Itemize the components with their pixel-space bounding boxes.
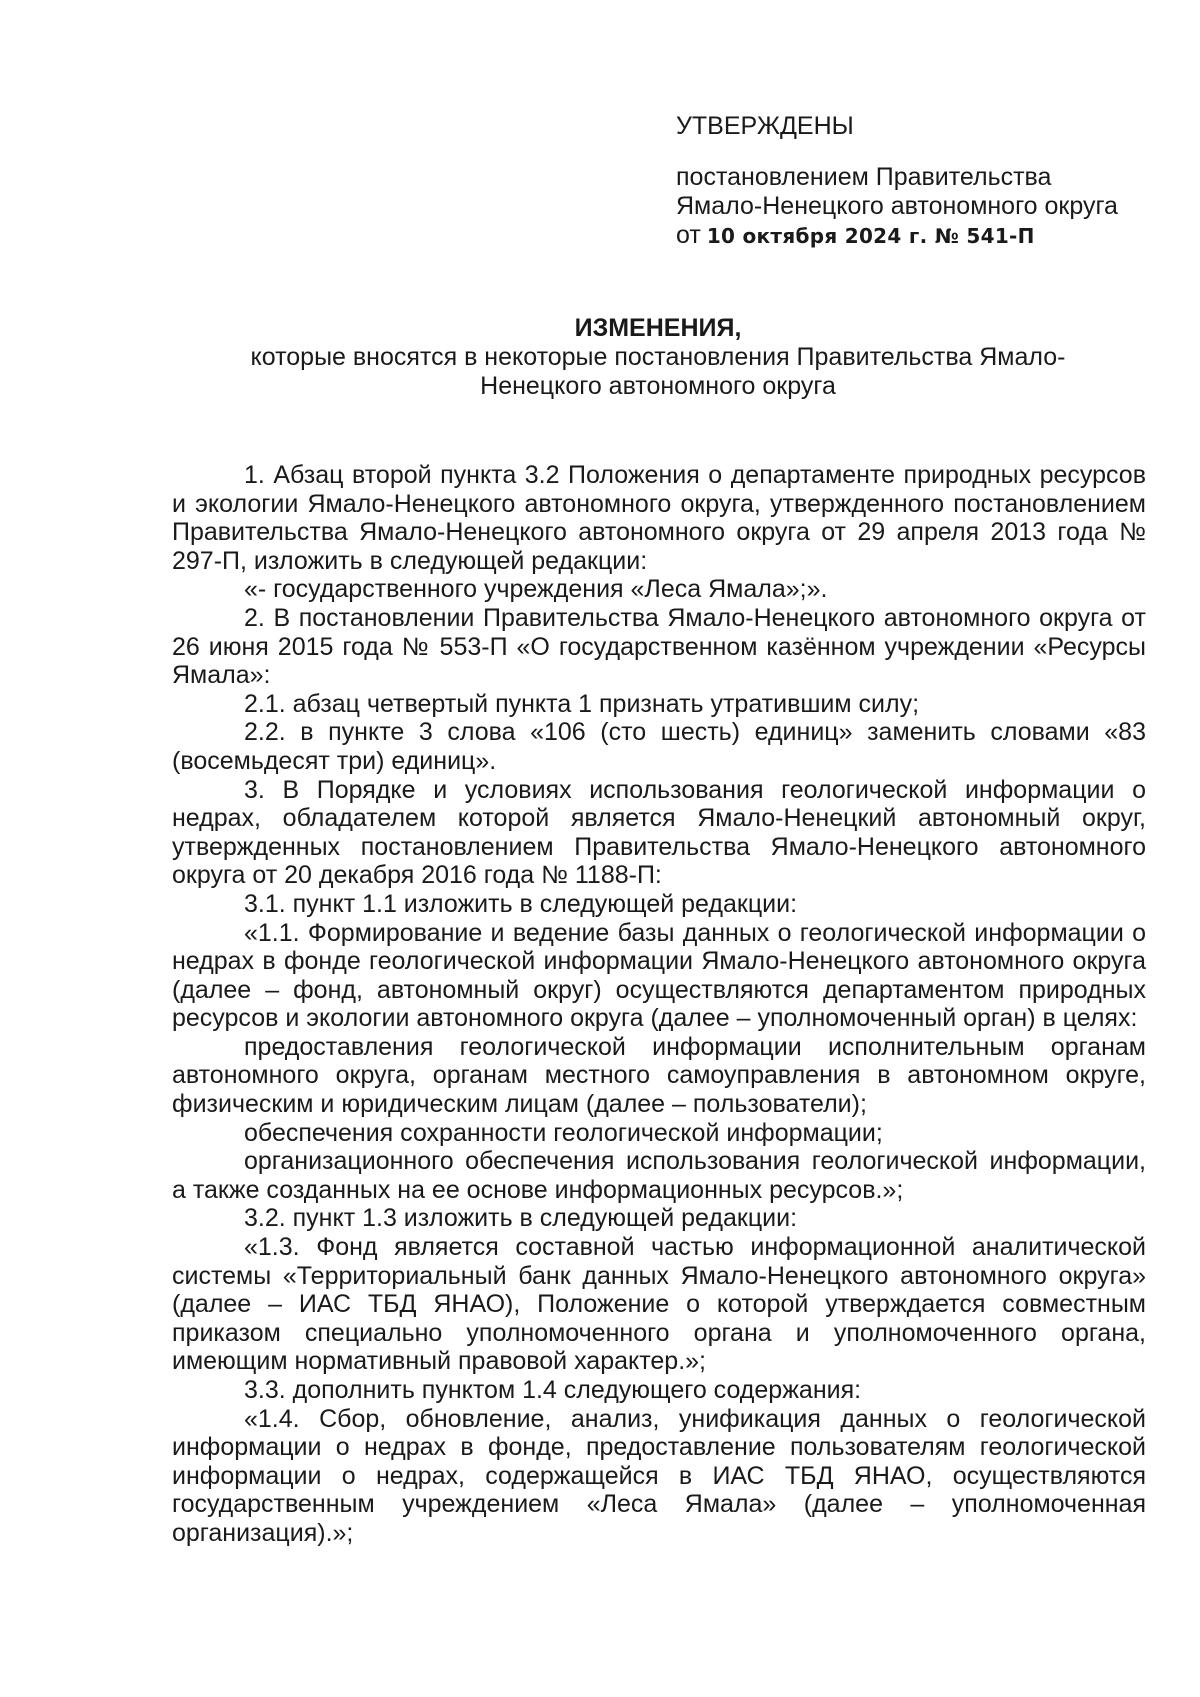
approval-date-line: [676, 221, 1156, 251]
paragraph-3-1-item-c: организационного обеспечения использования геологической информации, а также созданных на ее основе информационных ресурсов.»;: [172, 1147, 1146, 1204]
paragraph-3-3-quote: «1.4. Сбор, обновление, анализ, унификация данных о геологической информации о недрах в фонде, предоставление пользователям геологической информации о недрах, содержащейся в ИАС ТБД ЯНАО, осуществляются государственным учреждением «Леса Ямала» (далее – уполномоченная организация).»;: [172, 1404, 1146, 1547]
document-body: [172, 461, 1146, 1548]
document-subtitle: которые вносятся в некоторые постановления Правительства Ямало-Ненецкого автономного округа: [250, 343, 1066, 400]
paragraph-1-quote: «- государственного учреждения «Леса Ямала»;».: [244, 575, 828, 604]
paragraph-3-2-quote: «1.3. Фонд является составной частью информационной аналитической системы «Территориальный банк данных Ямало-Ненецкого автономного округа» (далее – ИАС ТБД ЯНАО), Положение о которой утверждается совместным приказом специально уполномоченного органа и уполномоченного органа, имеющим нормативный правовой характер.»;: [172, 1233, 1146, 1376]
approval-date-value: 10 октября 2024 г. № 541-П: [706, 224, 1035, 248]
paragraph-2: 2. В постановлении Правительства Ямало-Ненецкого автономного округа от 26 июня 2015 года № 553-П «О государственном казённом учреждении «Ресурсы Ямала»:: [172, 603, 1146, 690]
paragraph-2-1: 2.1. абзац четвертый пункта 1 признать утратившим силу;: [244, 689, 920, 718]
paragraph-3-1: 3.1. пункт 1.1 изложить в следующей редакции:: [244, 889, 798, 918]
paragraph-2-2: 2.2. в пункте 3 слова «106 (сто шесть) единиц» заменить словами «83 (восемьдесят три) единиц».: [172, 718, 1146, 775]
paragraph-3: 3. В Порядке и условиях использования геологической информации о недрах, обладателем которой является Ямало-Ненецкий автономный округ, утвержденных постановлением Правительства Ямало-Ненецкого автономного округа от 20 декабря 2016 года № 1188-П:: [172, 775, 1146, 890]
approval-line-2: Ямало-Ненецкого автономного округа: [676, 192, 1118, 220]
paragraph-3-1-item-b: обеспечения сохранности геологической информации;: [244, 1118, 883, 1147]
approved-word: УТВЕРЖДЕНЫ: [676, 112, 854, 140]
document-title: ИЗМЕНЕНИЯ,: [574, 314, 742, 342]
paragraph-3-1-quote: «1.1. Формирование и ведение базы данных о геологической информации о недрах в фонде геологической информации Ямало-Ненецкого автономного округа (далее – фонд, автономный округ) осуществляются департаментом природных ресурсов и экологии автономного округа (далее – уполномоченный орган) в целях:: [172, 918, 1146, 1033]
approval-date-prefix: от: [676, 221, 701, 249]
paragraph-1: 1. Абзац второй пункта 3.2 Положения о департаменте природных ресурсов и экологии Ямало-Ненецкого автономного округа, утвержденного постановлением Правительства Ямало-Ненецкого автономного округа от 29 апреля 2013 года № 297-П, изложить в следующей редакции:: [172, 461, 1146, 575]
approval-line-1: постановлением Правительства: [676, 163, 1052, 191]
paragraph-3-1-item-a: предоставления геологической информации исполнительным органам автономного округа, органам местного самоуправления в автономном округе, физическим и юридическим лицам (далее – пользователи);: [172, 1032, 1146, 1119]
paragraph-3-3: 3.3. дополнить пунктом 1.4 следующего содержания:: [244, 1376, 862, 1404]
approval-stamp: [676, 112, 1156, 251]
paragraph-3-2: 3.2. пункт 1.3 изложить в следующей редакции:: [244, 1204, 798, 1233]
document-title-block: [172, 314, 1144, 401]
